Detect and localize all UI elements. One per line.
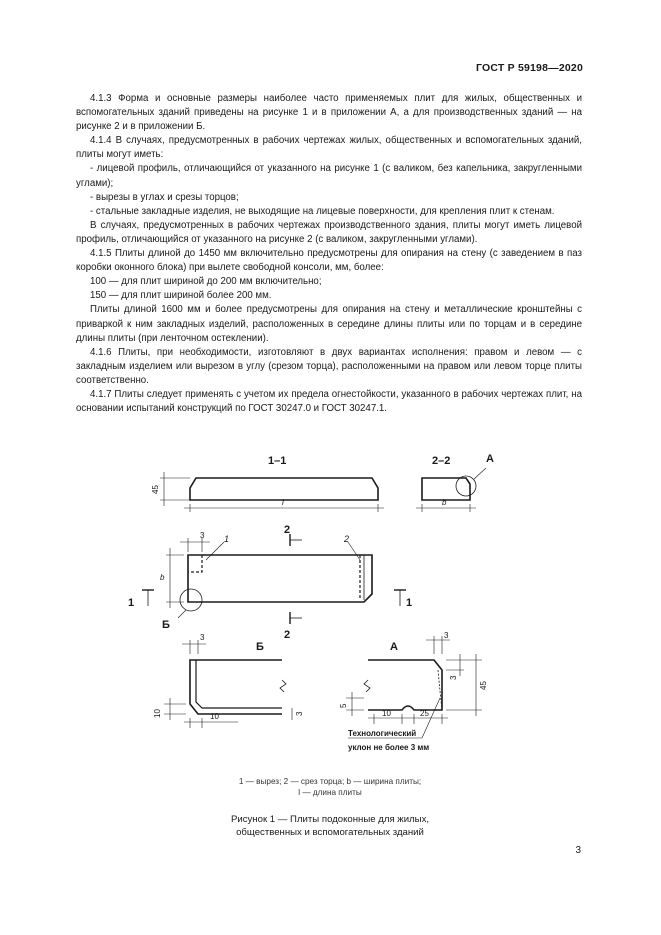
technical-drawing <box>120 448 520 788</box>
section-1-1-label: 1–1 <box>268 455 287 467</box>
figure-legend <box>100 776 560 798</box>
paragraph: 4.1.6 Плиты, при необходимости, изготовляют в двух вариантах исполнения: правом и левом — с закладным изделием или вырезом в углу (срезом торца), расположенными на правом или левом торце плиты соответственно. <box>76 346 582 386</box>
detail-b-outline <box>190 660 282 714</box>
tech-note-line-2: уклон не более 3 мм <box>348 743 430 752</box>
dim-45-detail-a-label: 45 <box>479 681 488 690</box>
cut-2-bottom-label: 2 <box>284 629 291 641</box>
callout-b-label: Б <box>162 619 170 631</box>
paragraph: - вырезы в углах и срезы торцов; <box>90 191 239 203</box>
paragraph: В случаях, предусмотренных в рабочих чертежах производственного здания, плиты могут иметь лицевой профиль, отличающийся от указанного на рисунке 2 (с валиком, закругленными углами). <box>76 219 582 245</box>
dim-b-label: b <box>442 498 447 507</box>
legend-line-1: 1 — вырез; 2 — срез торца; b — ширина плиты; <box>238 777 422 786</box>
dim-3-detail-a-vert-label: 3 <box>449 675 458 680</box>
paragraph: 4.1.4 В случаях, предусмотренных в рабочих чертежах жилых, общественных и вспомогательных зданий, плиты могут иметь: <box>76 135 582 161</box>
caption-line-2: общественных и вспомогательных зданий <box>236 827 424 838</box>
plate-section-2-2 <box>422 478 470 500</box>
paragraph: 100 — для плит шириной до 200 мм включительно; <box>90 276 322 288</box>
paragraph: 4.1.3 Форма и основные размеры наиболее часто применяемых плит для жилых, общественных и вспомогательных зданий приведены на рисунке 1 и в приложении А, а для производственных зданий — на рисунке 2 и в приложении Б. <box>76 93 582 133</box>
figure-drawing <box>120 448 520 788</box>
dim-10-vert-label: 10 <box>153 709 162 718</box>
paragraph: 150 — для плит шириной более 200 мм. <box>90 290 272 302</box>
cut-1-left-label: 1 <box>128 597 135 609</box>
leader-2-label: 2 <box>344 534 350 544</box>
figure-caption <box>100 813 560 839</box>
callout-b-circle <box>180 589 202 611</box>
paragraph: - стальные закладные изделия, не выходящие на лицевые поверхности, для крепления плит к стенам. <box>90 205 555 217</box>
tech-note-line-1: Технологический <box>348 729 417 738</box>
caption-line-1: Рисунок 1 — Плиты подоконные для жилых, <box>230 814 430 825</box>
plate-section-1-1 <box>190 478 378 500</box>
legend-line-2: l — длина плиты <box>298 788 362 797</box>
cut-1-right-label: 1 <box>406 597 413 609</box>
dim-10-horiz-label: 10 <box>210 712 219 721</box>
dim-3-detail-b-right-label: 3 <box>295 711 304 716</box>
callout-a-label: А <box>486 453 494 465</box>
cut-2-top-label: 2 <box>284 524 291 536</box>
dim-3-detail-a-label: 3 <box>444 631 449 640</box>
detail-a-label: А <box>390 641 398 653</box>
page-number: 3 <box>575 845 581 856</box>
detail-a-outline <box>368 660 442 710</box>
dim-b-plan-label: b <box>160 573 165 582</box>
paragraph: 4.1.5 Плиты длиной до 1450 мм включительно предусмотрены для опирания на стену (с заведением в паз коробки оконного блока) при вылете свободной консоли, мм, более: <box>76 248 582 274</box>
body-text <box>76 92 582 416</box>
detail-b-label: Б <box>256 641 264 653</box>
paragraph: 4.1.7 Плиты следует применять с учетом их предела огнестойкости, указанного в рабочих чертежах плит, на основании испытаний конструкций по ГОСТ 30247.0 и ГОСТ 30247.1. <box>76 388 582 415</box>
paragraph: Плиты длиной 1600 мм и более предусмотрены для опирания на стену и металлические кронштейны с приваркой к ним закладных изделий, расположенных в середине длины плиты или по торцам и в середине длины плиты (при ленточном остеклении). <box>76 304 582 344</box>
dim-3-detail-b-label: 3 <box>200 633 205 642</box>
leader-1-label: 1 <box>224 534 230 544</box>
dim-5-label: 5 <box>339 703 348 708</box>
plate-plan-view <box>188 555 372 602</box>
section-2-2-label: 2–2 <box>432 455 451 467</box>
dim-45-label: 45 <box>151 485 160 494</box>
document-code: ГОСТ Р 59198—2020 <box>475 62 583 74</box>
paragraph: - лицевой профиль, отличающийся от указанного на рисунке 1 (с валиком, без капельника, закругленными углами); <box>76 163 582 189</box>
dim-10-detail-a-label: 10 <box>382 709 391 718</box>
dim-l-label: l <box>282 498 284 507</box>
dim-3-label: 3 <box>200 531 205 540</box>
dim-25-label: 25 <box>420 709 429 718</box>
